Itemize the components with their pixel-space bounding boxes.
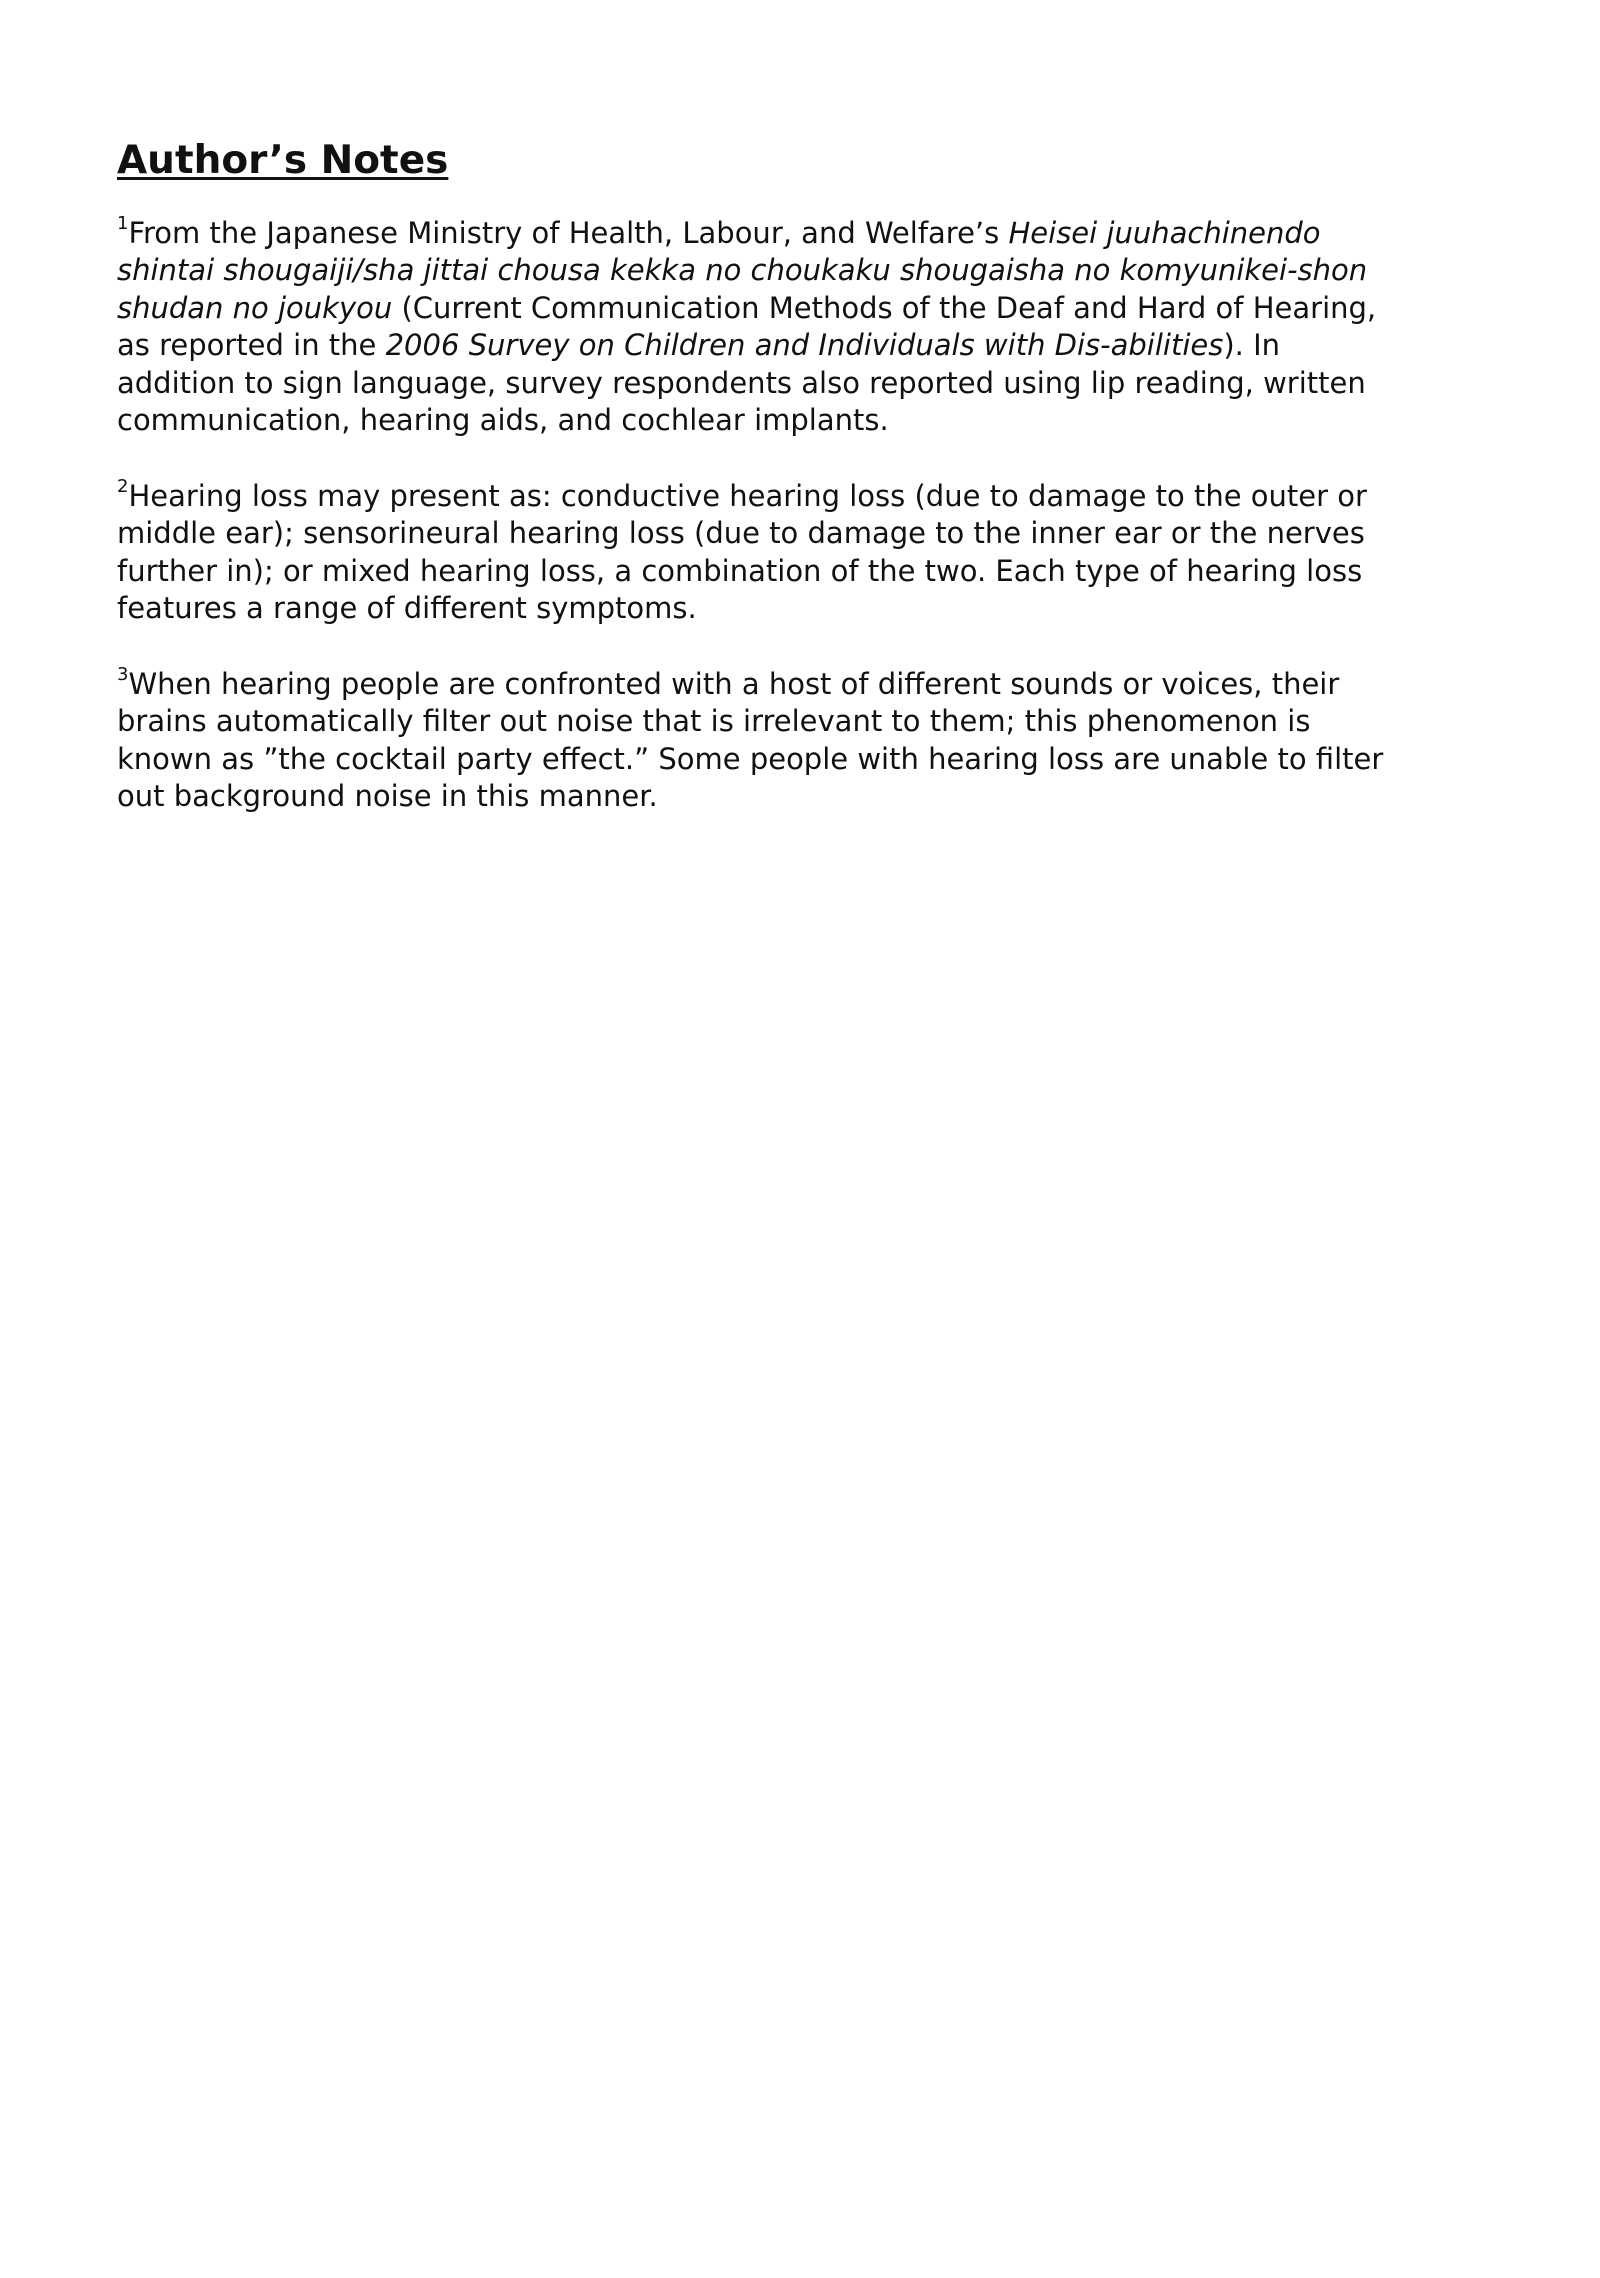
page-title: Author’s Notes [117, 138, 449, 183]
footnote-text: Hearing loss may present as: conductive hearing loss (due to damage to the outer or middle ear); sensorineural hearing loss (due to damage to the inner ear or the nerves further in); or mixed hearing loss, a combination of the two. Each type of hearing loss features a range of different symptoms. [117, 478, 1367, 626]
footnote-italic-text: 2006 Survey on Children and Individuals with Dis-abilities [385, 328, 1224, 363]
footnote-2 [117, 478, 1407, 628]
footnote-1 [117, 215, 1407, 440]
footnote-number: 3 [117, 664, 129, 686]
footnote-italic-text: Heisei juuhachinendo shintai shougaiji/sha jittai chousa kekka no choukaku shougaisha no komyunikei-shon shudan no joukyou [117, 215, 1368, 325]
footnote-text: ). In addition to sign language, survey respondents also reported using lip reading, written communication, hearing aids, and cochlear implants. [117, 328, 1366, 438]
footnote-number: 1 [117, 213, 129, 235]
footnote-number: 2 [117, 476, 129, 498]
footnote-text: From the Japanese Ministry of Health, Labour, and Welfare’s [128, 215, 1009, 250]
footnote-text: (Current Communication Methods of the Deaf and Hard of Hearing, as reported in the [117, 290, 1377, 363]
footnote-text: When hearing people are confronted with a host of different sounds or voices, their brains automatically filter out noise that is irrelevant to them; this phenomenon is known as ”the cocktail party effect.” Some people with hearing loss are unable to filter out background noise in this manner. [117, 666, 1384, 814]
document-page [117, 138, 1407, 854]
footnote-3 [117, 666, 1407, 816]
